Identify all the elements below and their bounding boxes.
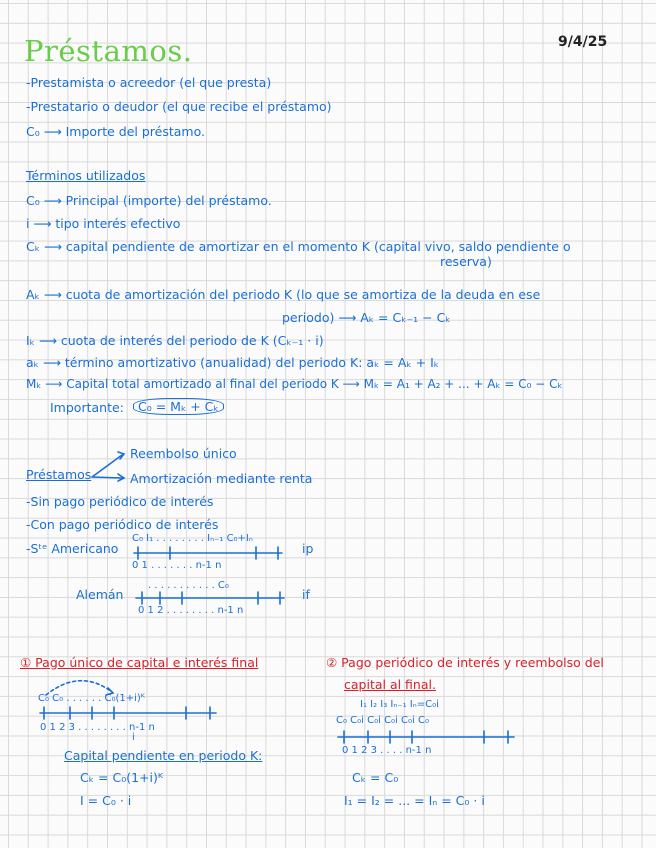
term-ck-cont: reserva) xyxy=(440,254,492,269)
section1-title: ① Pago único de capital e interés final xyxy=(20,655,259,670)
section2-interest-row: I₁ I₂ I₃ Iₙ₋₁ Iₙ=C₀i xyxy=(360,699,439,710)
loans-label: Préstamos xyxy=(26,467,92,482)
intro-line-lender: -Prestamista o acreedor (el que presta) xyxy=(26,75,272,90)
section2-title: ② Pago periódico de interés y reembolso del xyxy=(326,655,604,670)
loan-type-american: -Sᵗᵉ Americano xyxy=(26,541,119,556)
term-i: i ⟶ tipo interés efectivo xyxy=(26,216,181,231)
section1-timeline-top: C₀ C₀ . . . . . . C₀(1+i)ᴷ xyxy=(38,693,145,704)
american-timeline-top: C₀ I₁ . . . . . . . . Iₙ₋₁ C₀+Iₙ xyxy=(132,533,253,544)
section1-subtitle: Capital pendiente en periodo K: xyxy=(64,748,263,763)
term-ak-upper-cont: periodo) ⟶ Aₖ = Cₖ₋₁ − Cₖ xyxy=(282,310,451,325)
german-if: if xyxy=(302,587,310,602)
section2-timeline-bottom: 0 1 2 3 . . . . n-1 n xyxy=(342,745,432,756)
term-ak-upper: Aₖ ⟶ cuota de amortización del periodo K (lo que se amortiza de la deuda en ese xyxy=(26,287,541,302)
page-title: Préstamos. xyxy=(24,34,193,68)
terms-heading: Términos utilizados xyxy=(26,168,146,183)
term-ik: Iₖ ⟶ cuota de interés del periodo de K (Cₖ₋₁ · i) xyxy=(26,333,324,348)
german-timeline-top: . . . . . . . . . . . C₀ xyxy=(148,580,229,591)
german-timeline-bottom: 0 1 2 . . . . . . . . n-1 n xyxy=(138,605,244,616)
term-mk: Mₖ ⟶ Capital total amortizado al final del periodo K ⟶ Mₖ = A₁ + A₂ + ... + Aₖ = C₀ − Cₖ xyxy=(26,377,563,391)
important-formula: C₀ = Mₖ + Cₖ xyxy=(133,398,224,415)
american-timeline-bottom: 0 1 . . . . . . . n-1 n xyxy=(132,560,222,571)
term-ak-lower: aₖ ⟶ término amortizativo (anualidad) del periodo K: aₖ = Aₖ + Iₖ xyxy=(26,355,440,370)
term-ck: Cₖ ⟶ capital pendiente de amortizar en el momento K (capital vivo, saldo pendiente o xyxy=(26,239,571,254)
intro-line-borrower: -Prestatario o deudor (el que recibe el préstamo) xyxy=(26,99,332,114)
section1-dashed-arc xyxy=(46,681,112,695)
section2-payment-row: C₀ C₀i C₀i C₀i C₀i C₀ xyxy=(336,715,429,726)
section1-formula-ck: Cₖ = C₀(1+i)ᴷ xyxy=(80,770,164,785)
loan-branch-single: Reembolso único xyxy=(130,446,237,461)
section2-formula-i: I₁ = I₂ = ... = Iₙ = C₀ · i xyxy=(344,793,485,808)
loan-branch-annuity: Amortización mediante renta xyxy=(130,471,313,486)
section1-timeline-bottom: 0 1 2 3 . . . . . . . . n-1 n xyxy=(40,722,155,733)
loan-type-with-interest: -Con pago periódico de interés xyxy=(26,517,219,532)
date: 9/4/25 xyxy=(558,34,608,50)
section1-formula-i: I = C₀ · i xyxy=(80,793,132,808)
term-c0: C₀ ⟶ Principal (importe) del préstamo. xyxy=(26,193,272,208)
branch-line-bottom xyxy=(92,477,122,478)
intro-line-amount: C₀ ⟶ Importe del préstamo. xyxy=(26,124,205,139)
section2-title-cont: capital al final. xyxy=(344,677,436,692)
loan-type-no-interest: -Sin pago periódico de interés xyxy=(26,494,214,509)
important-label: Importante: xyxy=(50,400,124,415)
section1-i-label: i xyxy=(132,732,135,743)
section2-formula-ck: Cₖ = C₀ xyxy=(352,770,399,785)
american-ip: ip xyxy=(302,541,314,556)
german-label: Alemán xyxy=(76,587,124,602)
